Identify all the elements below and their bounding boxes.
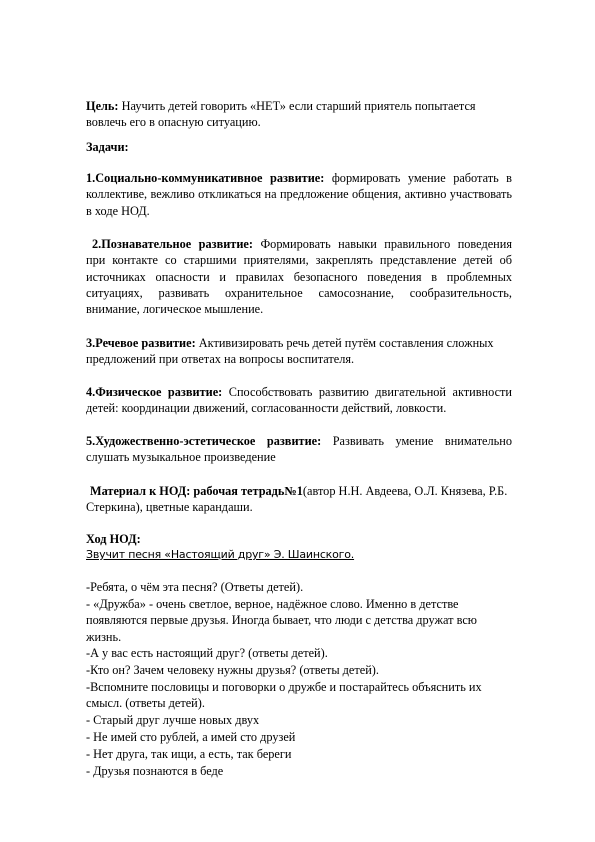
- material-label: Материал к НОД: рабочая тетрадь№1: [90, 484, 303, 498]
- proverb-line: - Не имей сто рублей, а имей сто друзей: [86, 730, 296, 744]
- task-text: формировать умение работать в коллективе, вежливо откликаться на предложение общения, активно участвовать в ходе НОД.: [86, 171, 512, 218]
- task-text: Способствовать развитию двигательной активности детей: координации движений, согласованности действий, ловкости.: [86, 385, 512, 416]
- goal-label: Цель:: [86, 99, 119, 113]
- proverb-line: - Нет друга, так ищи, а есть, так береги: [86, 747, 292, 761]
- task-text: Активизировать речь детей путём составления сложных предложений при ответах на вопросы воспитателя.: [86, 336, 494, 367]
- task-speech: [86, 335, 512, 368]
- goal-paragraph: [86, 98, 512, 131]
- task-label: 2.Познавательное развитие:: [92, 237, 253, 251]
- dialogue-line: - «Дружба» - очень светлое, верное, надёжное слово. Именно в детстве появляются первые друзья. Иногда бывает, что люди с детства дружат всю жизнь.: [86, 597, 477, 644]
- material-paragraph: [86, 483, 512, 516]
- dialogue-line: -А у вас есть настоящий друг? (ответы детей).: [86, 646, 328, 660]
- task-label: 5.Художественно-эстетическое развитие:: [86, 434, 322, 448]
- task-text: Развивать умение внимательно слушать музыкальное произведение: [86, 434, 512, 465]
- task-physical: [86, 384, 512, 417]
- dialogue-line: -Кто он? Зачем человеку нужны друзья? (ответы детей).: [86, 663, 379, 677]
- course-heading: Ход НОД:: [86, 532, 141, 546]
- dialogue-line: -Ребята, о чём эта песня? (Ответы детей).: [86, 580, 304, 594]
- task-label: 3.Речевое развитие:: [86, 336, 196, 350]
- task-text: Формировать навыки правильного поведения при контакте со старшими приятелями, закреплять представление детей об источниках опасности и правилах безопасного поведения в проблемных ситуациях, развивать охранительное самосознание, сообразительность, внимание, логическое мышление.: [86, 237, 512, 317]
- dialogue-line: -Вспомните пословицы и поговорки о дружбе и постарайтесь объяснить их смысл. (ответы детей).: [86, 680, 482, 711]
- task-label: 1.Социально-коммуникативное развитие:: [86, 171, 325, 185]
- proverb-line: - Старый друг лучше новых двух: [86, 713, 260, 727]
- tasks-heading: Задачи:: [86, 140, 129, 154]
- task-label: 4.Физическое развитие:: [86, 385, 223, 399]
- task-social: [86, 170, 512, 219]
- proverb-line: - Друзья познаются в беде: [86, 764, 224, 778]
- goal-text: Научить детей говорить «НЕТ» если старший приятель попытается вовлечь его в опасную ситуацию.: [86, 99, 476, 130]
- task-cognitive: [86, 236, 512, 317]
- material-text: (автор Н.Н. Авдеева, О.Л. Князева, Р.Б. Стеркина), цветные карандаши.: [86, 484, 508, 515]
- task-artistic: [86, 433, 512, 466]
- song-line: Звучит песня «Настоящий друг» Э. Шаинского.: [86, 548, 355, 561]
